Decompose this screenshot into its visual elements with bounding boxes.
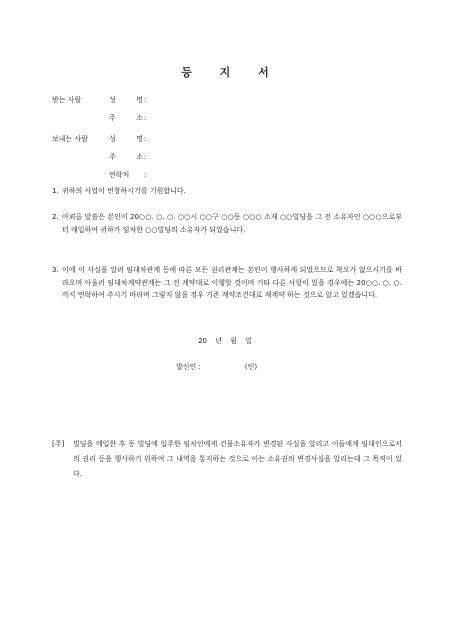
paragraph-1-text: 귀하의 사업이 번창하시기를 기원합니다. xyxy=(62,187,186,195)
sender-label: 보내는 사람 xyxy=(52,135,89,143)
paragraph-3-text: 이에 이 사실을 알려 임대차관계 등에 따른 모든 권리관계는 본인이 행사하게 되었으므로 착오가 없으시기를 바라오며 아울러 임대차계약관계는 그 전 계약대로 이행할 것이며 기타 다른 사항이 있을 경우에는 20○○. ○. ○.까지 연락하여 주시기 바라며 그렇지 않을 경우 기존 계약조건대로 재계약 하는 것으로 알고 있겠습니다. xyxy=(62,266,402,299)
paragraph-1 xyxy=(52,185,402,198)
note-tag: [주] xyxy=(52,440,65,448)
document-title: 등 지 서 xyxy=(181,66,281,79)
sender-contact-label: 연락처 xyxy=(109,171,130,179)
note-block xyxy=(52,437,402,482)
paragraph-3-number: 3. xyxy=(52,266,59,274)
issuer-line xyxy=(176,362,257,372)
date-line: 20 년 월 일 xyxy=(198,337,252,345)
sender-address-label: 주 소 xyxy=(109,153,143,161)
receiver-address-colon: : xyxy=(144,114,147,122)
receiver-address-label: 주 소 xyxy=(109,114,143,122)
seal-mark: (인) xyxy=(244,363,258,371)
sender-name-colon: : xyxy=(144,135,147,143)
receiver-name-label: 성 명 xyxy=(109,96,143,104)
receiver-name-colon: : xyxy=(144,96,147,104)
paragraph-2-text: 아뢰올 말씀은 본인이 20○○. ○. ○. ○○시 ○○구 ○○동 ○○○ 소재 ○○빌딩을 그 전 소유자인 ○○○으로부터 매입하여 귀하가 임차한 ○○빌딩의 소유자가 되었습니다. xyxy=(62,213,402,234)
paragraph-2 xyxy=(52,211,402,236)
paragraph-2-number: 2. xyxy=(52,213,59,221)
sender-name-label: 성 명 xyxy=(109,135,143,143)
sender-address-colon: : xyxy=(144,153,147,161)
paragraph-1-number: 1. xyxy=(52,187,59,195)
note-text: 빌딩을 매입한 후 동 빌딩에 입주한 임차인에게 건물소유자가 변경된 사실을 알리고 이들에게 임대인으로서의 권리 등을 행사하기 위하여 그 내역을 통지하는 것으로 이는 소유권의 변경사실을 알리는데 그 목적이 있다. xyxy=(73,440,402,478)
receiver-label: 받는 사람 xyxy=(52,96,82,104)
sender-contact-colon: : xyxy=(144,171,147,179)
paragraph-3 xyxy=(52,264,402,302)
issuer-label: 발신인 : xyxy=(176,363,201,371)
